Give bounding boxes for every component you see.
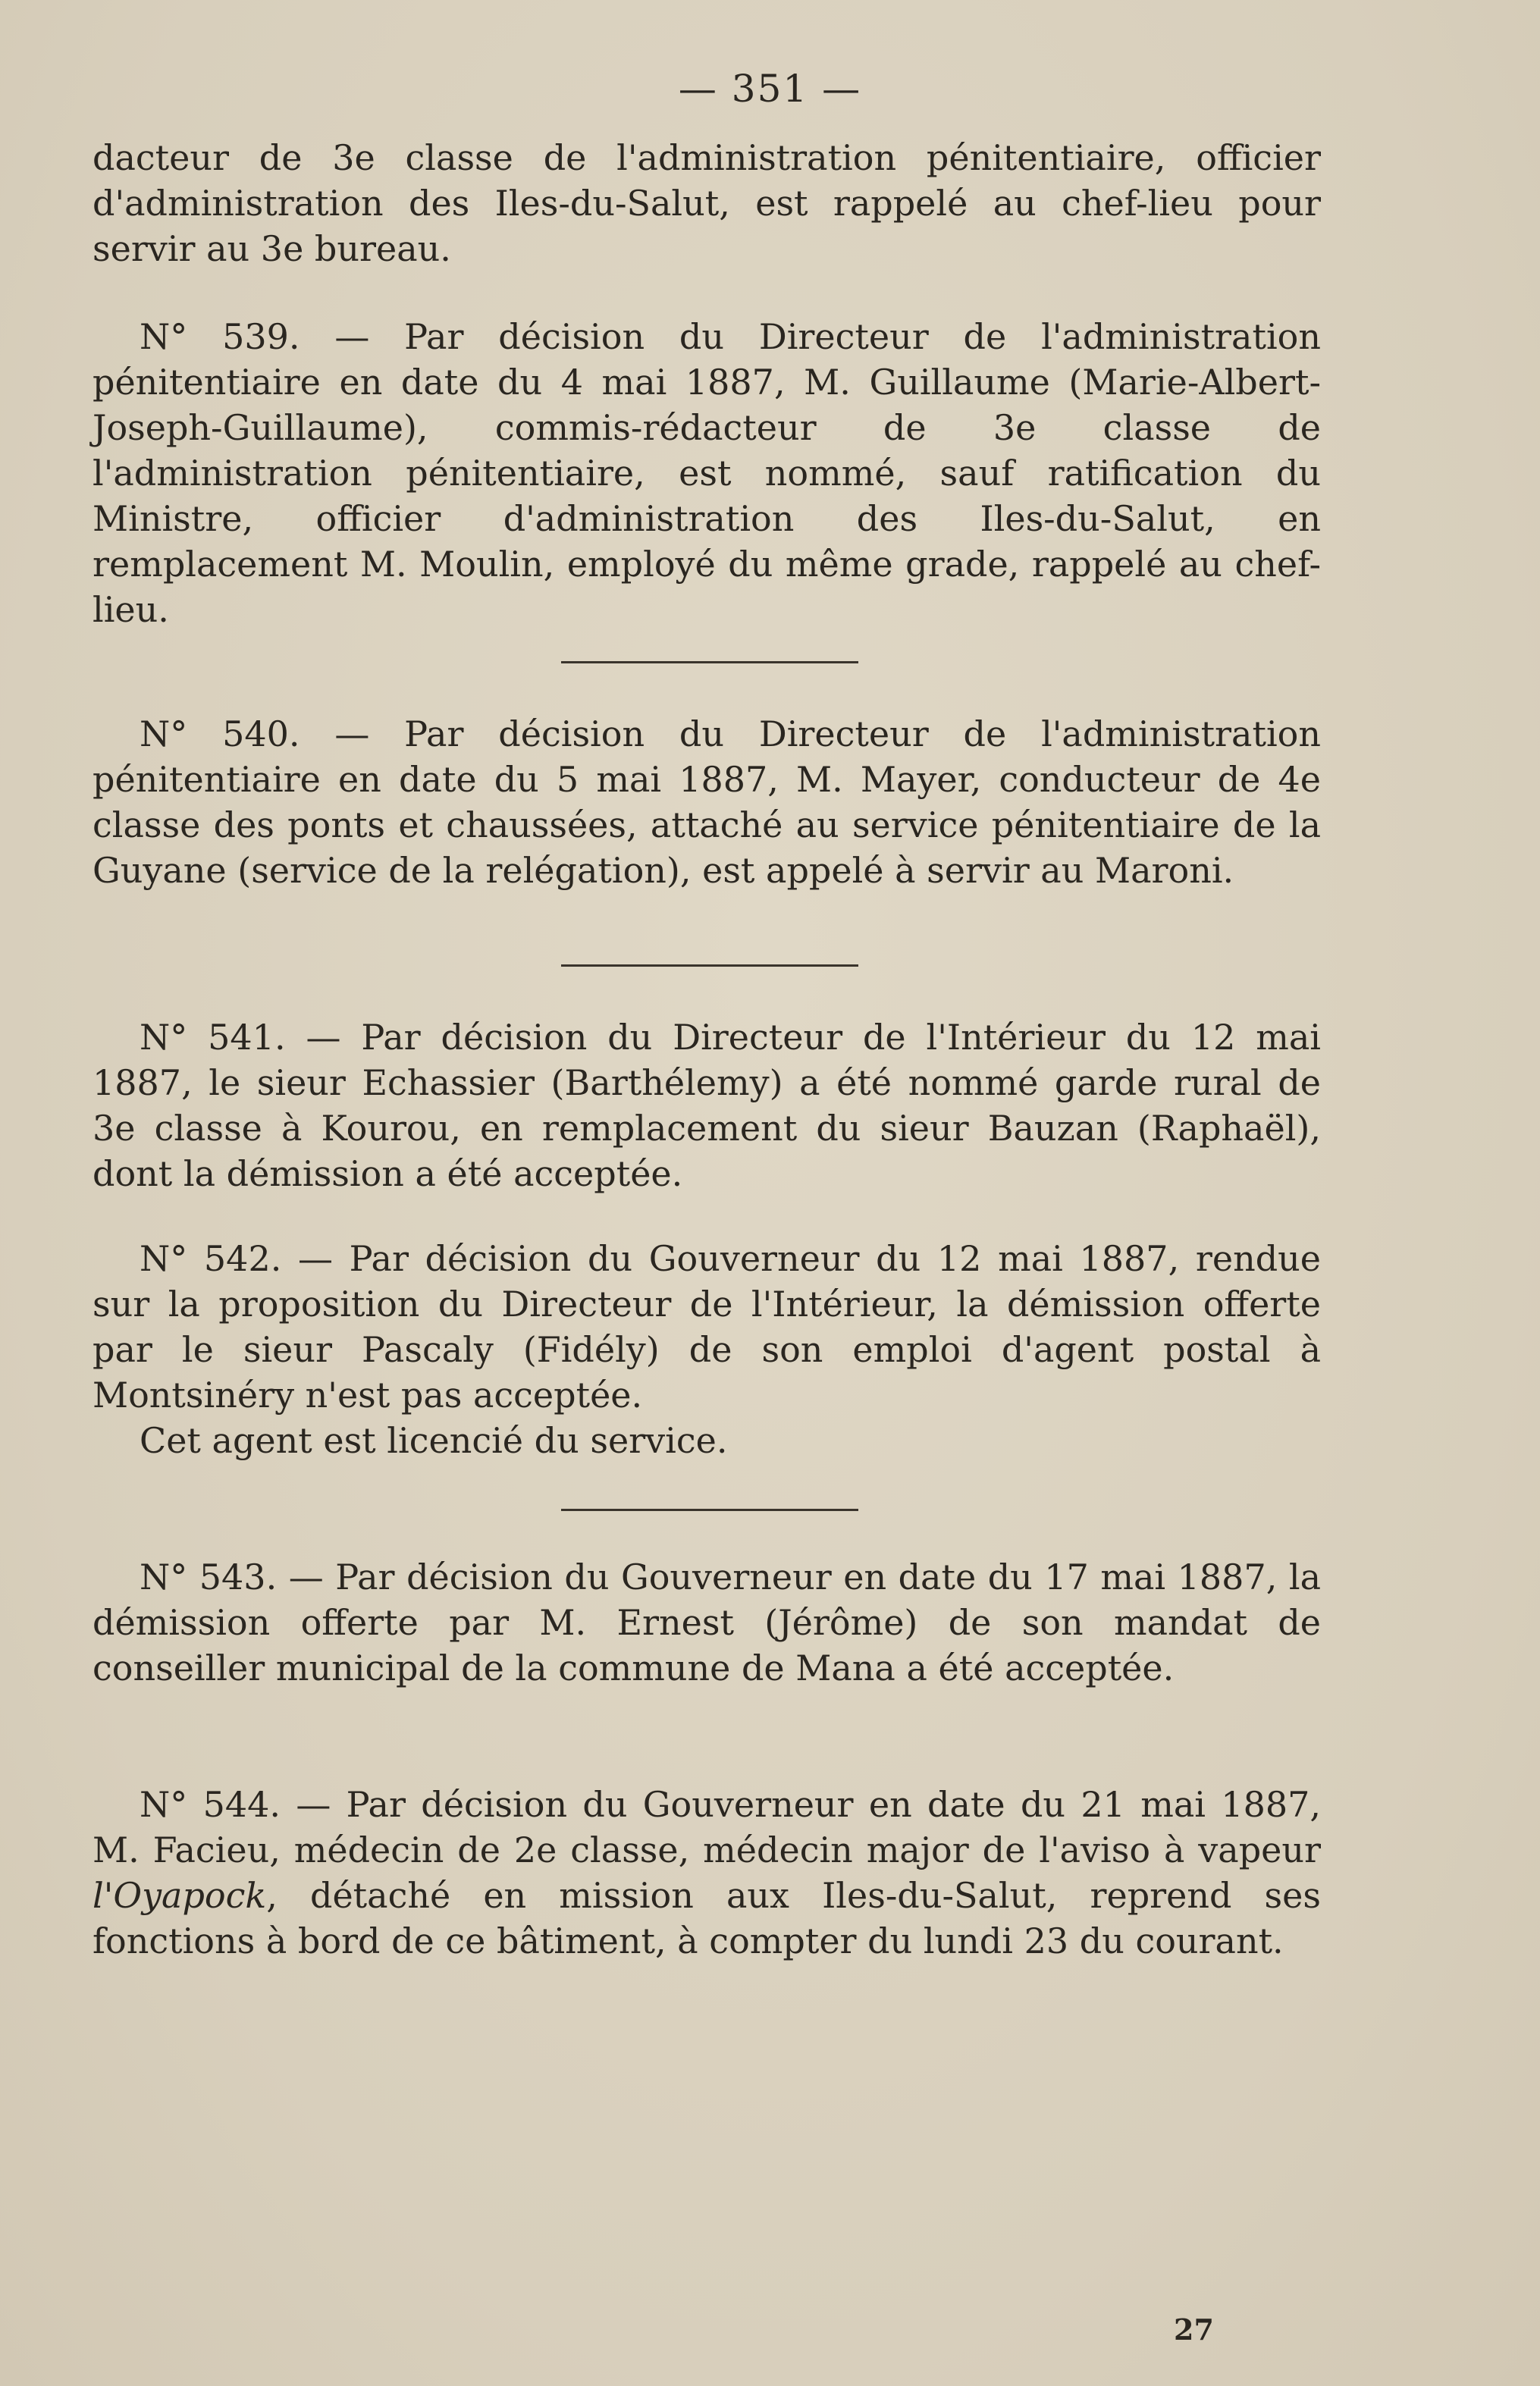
paragraph-539 bbox=[93, 314, 1321, 632]
paragraph-text: N° 541. — Par décision du Directeur de l'Intérieur du 12 mai 1887, le sieur Echassier (Barthélemy) a été nommé garde rural de 3e classe à Kourou, en remplacement du sieur Bauzan (Raphaël), dont la démission a été acceptée. bbox=[93, 1017, 1321, 1194]
paragraph-542 bbox=[93, 1236, 1321, 1463]
separator-rule bbox=[561, 1509, 858, 1511]
paragraph-text-part: , détaché en mission aux Iles-du-Salut, reprend ses fonctions à bord de ce bâtiment, à compter du lundi 23 du courant. bbox=[93, 1875, 1321, 1961]
paragraph-text: Cet agent est licencié du service. bbox=[140, 1420, 728, 1461]
paragraph-text: dacteur de 3e classe de l'administration pénitentiaire, officier d'administration des Iles-du-Salut, est rappelé au chef-lieu pour servir au 3e bureau. bbox=[93, 137, 1321, 269]
signature-mark: 27 bbox=[1174, 2312, 1214, 2347]
paragraph-544 bbox=[93, 1782, 1321, 1964]
paragraph-text-part: N° 544. — Par décision du Gouverneur en date du 21 mai 1887, M. Facieu, médecin de 2e classe, médecin major de l'aviso à vapeur bbox=[93, 1784, 1321, 1870]
separator-rule bbox=[561, 661, 858, 663]
paragraph-text: N° 542. — Par décision du Gouverneur du 12 mai 1887, rendue sur la proposition du Directeur de l'Intérieur, la démission offerte par le sieur Pascaly (Fidély) de son emploi d'agent postal à Montsinéry n'est pas acceptée. bbox=[93, 1238, 1321, 1416]
paragraph-continuation bbox=[93, 135, 1321, 271]
paragraph-text: N° 539. — Par décision du Directeur de l'administration pénitentiaire en date du 4 mai 1887, M. Guillaume (Marie-Albert-Joseph-Guillaume), commis-rédacteur de 3e classe de l'administration pénitentiaire, est nommé, sauf ratification du Ministre, officier d'administration des Iles-du-Salut, en remplacement M. Moulin, employé du même grade, rappelé au chef-lieu. bbox=[93, 316, 1321, 630]
page-number: — 351 — bbox=[678, 67, 862, 111]
paragraph-text: N° 540. — Par décision du Directeur de l'administration pénitentiaire en date du 5 mai 1887, M. Mayer, conducteur de 4e classe des ponts et chaussées, attaché au service pénitentiaire de la Guyane (service de la relégation), est appelé à servir au Maroni. bbox=[93, 713, 1321, 891]
paragraph-text bbox=[93, 1782, 1321, 1964]
paragraph-541 bbox=[93, 1014, 1321, 1196]
separator-rule bbox=[561, 964, 858, 967]
paragraph-543 bbox=[93, 1554, 1321, 1691]
paragraph-540 bbox=[93, 711, 1321, 893]
paragraph-text: N° 543. — Par décision du Gouverneur en date du 17 mai 1887, la démission offerte par M. Ernest (Jérôme) de son mandat de conseiller municipal de la commune de Mana a été acceptée. bbox=[93, 1557, 1321, 1688]
ship-name: l'Oyapock bbox=[93, 1875, 267, 1916]
